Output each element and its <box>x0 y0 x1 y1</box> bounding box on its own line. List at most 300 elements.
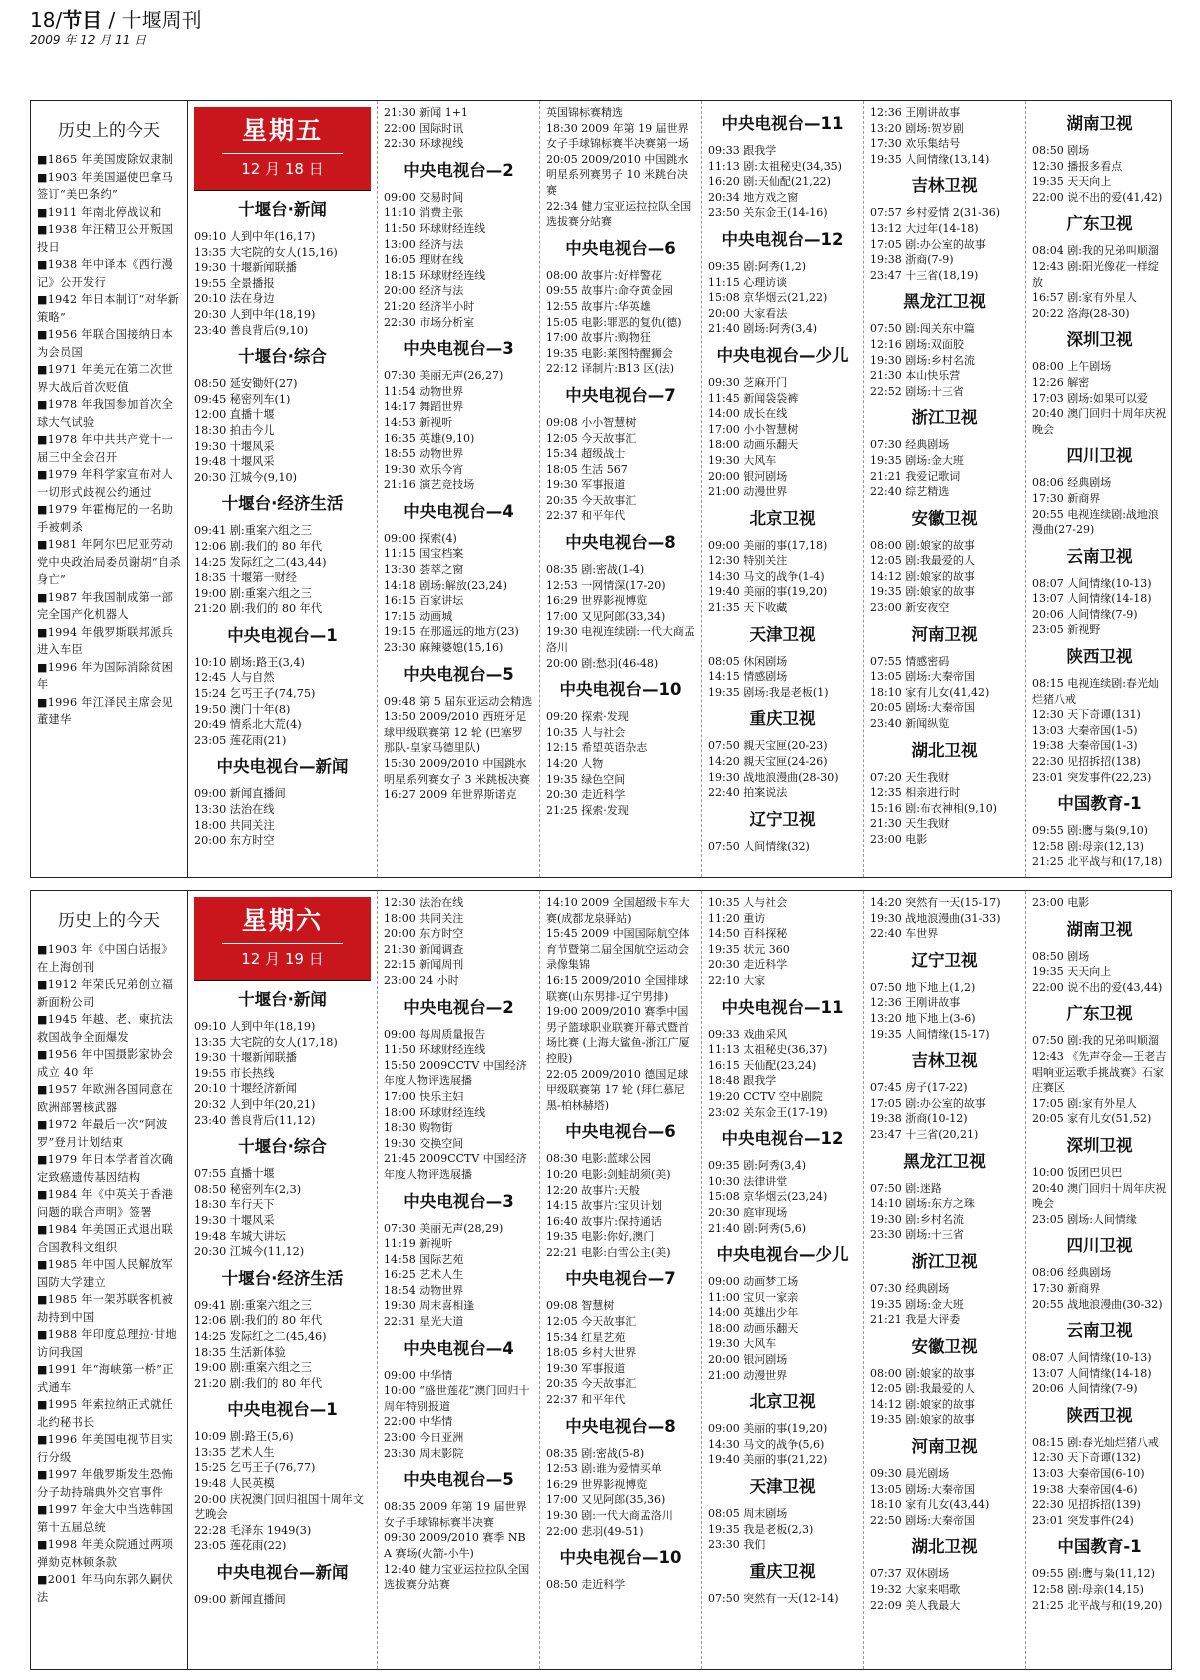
program-entry: 18:00 动画乐翻天 <box>708 438 799 452</box>
program-entry: 23:47 十三省(20,21) <box>870 1127 979 1141</box>
channel-name: 中央电视台—11 <box>721 114 844 133</box>
history-text: 1985 年中国人民解放军国防大学建立 <box>37 1258 174 1289</box>
listing-column <box>540 891 702 1669</box>
program-entry: 19:30 军事报道 <box>546 478 626 492</box>
program-entry: 22:15 新闻周刊 <box>384 958 464 972</box>
program-entry: 12:30 天下奇谭(131) <box>1032 708 1141 722</box>
program-entry: 18:15 环球财经连线 <box>384 268 486 282</box>
program-entry: 23:40 新闻纵览 <box>870 717 950 731</box>
program-entry: 16:25 艺术人生 <box>384 1268 464 1282</box>
program-entry: 23:01 突发事件(24) <box>1032 1513 1134 1527</box>
bullet-square-icon: ■ <box>37 1118 48 1131</box>
bullet-square-icon: ■ <box>37 1433 48 1446</box>
channel-name: 中央电视台—12 <box>721 1129 844 1149</box>
program-entry: 17:30 新商界 <box>1032 1281 1101 1295</box>
channel-name: 广东卫视 <box>1066 214 1133 234</box>
program-entry: 13:35 大宅院的女人(17,18) <box>194 1035 338 1049</box>
program-entry: 15:24 乞丐王子(74,75) <box>194 687 316 701</box>
history-item <box>37 151 181 169</box>
day-header <box>194 897 371 981</box>
program-entry: 12:40 健力宝亚运拉拉队全国选拔赛分站赛 <box>384 1562 530 1592</box>
history-text: 1996 年为国际消除贫困年 <box>37 660 174 691</box>
program-entry: 18:10 家有儿女(41,42) <box>870 685 990 699</box>
bullet-square-icon: ■ <box>37 1013 48 1026</box>
program-entry: 07:37 双休剧场 <box>870 1567 950 1581</box>
program-entry: 20:40 澳门回归十周年庆祝晚会 <box>1032 407 1167 436</box>
history-item <box>37 536 181 589</box>
program-entry: 20:30 庭审现场 <box>708 1205 788 1219</box>
program-entry: 09:30 2009/2010 赛季 NBA 赛场(火箭-小牛) <box>384 1531 526 1560</box>
program-entry: 15:25 乞丐王子(76,77) <box>194 1461 316 1475</box>
history-text: 1996 年江泽民主席会见董建华 <box>37 695 174 726</box>
program-entry: 11:15 国宝档案 <box>384 547 464 561</box>
program-entry: 17:00 快乐主妇 <box>384 1089 464 1103</box>
program-entry: 14:20 突然有一天(15-17) <box>870 896 1001 909</box>
channel-name: 陕西卫视 <box>1066 1405 1133 1425</box>
listing-column <box>188 891 378 1669</box>
program-entry: 12:20 故事片:天般 <box>546 1183 640 1197</box>
channel-name: 中央电视台—7 <box>565 385 676 405</box>
program-entry: 23:50 关东金王(14-16) <box>708 206 828 220</box>
history-item <box>37 1186 181 1221</box>
program-entry: 08:00 剧:娘家的故事 <box>870 1366 975 1380</box>
program-entry: 20:05 剧场:大秦帝国 <box>870 701 975 715</box>
history-text: 1987 年我国制成第一部完全国产化机器人 <box>37 590 174 621</box>
program-entry: 12:05 剧:我最爱的人 <box>870 1382 975 1396</box>
program-entry: 19:50 澳门十年(8) <box>194 702 291 716</box>
history-text: 1984 年《中英关于香港问题的联合声明》签署 <box>37 1188 174 1219</box>
listing-column <box>378 101 540 877</box>
program-entry: 14:15 故事片:宝贝计划 <box>546 1199 662 1213</box>
program-entry: 13:03 大秦帝国(6-10) <box>1032 1467 1145 1481</box>
channel-name: 湖南卫视 <box>1066 919 1133 939</box>
program-entry: 14:30 马文的战争(5,6) <box>708 1437 825 1451</box>
history-item <box>37 1081 181 1116</box>
program-entry: 20:30 人到中年(18,19) <box>194 307 316 321</box>
program-entry: 20:34 地方戏之窗 <box>708 190 799 204</box>
program-entry: 07:50 地下地上(1,2) <box>870 980 976 994</box>
day-date: 12 月 18 日 <box>222 153 343 180</box>
program-entry: 22:50 剧场:大秦帝国 <box>870 1513 975 1527</box>
program-entry: 14:58 国际艺苑 <box>384 1252 464 1266</box>
program-entry: 21:40 剧:阿秀(5,6) <box>708 1221 806 1235</box>
program-entry: 23:00 电影 <box>1032 896 1090 909</box>
bullet-square-icon: ■ <box>37 1293 48 1306</box>
program-entry: 22:30 见招拆招(139) <box>1032 1498 1141 1512</box>
program-entry: 20:00 庆祝澳门回归祖国十周年文艺晚会 <box>194 1492 365 1522</box>
program-entry: 21:20 剧:我们的 80 年代 <box>194 1376 323 1390</box>
program-entry: 22:40 车世界 <box>870 927 939 941</box>
bullet-square-icon: ■ <box>37 1538 48 1551</box>
program-entry: 19:30 电视连续剧:一代大商孟洛川 <box>546 625 695 655</box>
day-date: 12 月 19 日 <box>222 943 343 970</box>
history-item <box>37 431 181 466</box>
program-entry: 12:53 一网情深(17-20) <box>546 578 666 592</box>
program-entry: 10:00 “盛世莲花”澳门回归十周年特别报道 <box>384 1384 530 1413</box>
program-entry: 19:38 大秦帝国(4-6) <box>1032 1482 1138 1496</box>
program-entry: 15:08 京华烟云(21,22) <box>708 291 828 305</box>
history-text: 1903 年《中国白话报》在上海创刊 <box>37 943 174 974</box>
program-entry: 12:05 今天故事汇 <box>546 1315 637 1329</box>
program-entry: 22:12 译制片:B13 区(法) <box>546 362 675 376</box>
program-entry: 20:06 人间情缘(7-9) <box>1032 607 1138 621</box>
program-entry: 08:04 剧:我的兄弟叫顺溜 <box>1032 244 1159 258</box>
history-item <box>37 204 181 222</box>
history-item <box>37 624 181 659</box>
bullet-square-icon: ■ <box>37 625 48 639</box>
history-text: 2001 年马向东郭久嗣伏法 <box>37 1573 174 1604</box>
history-text: 1979 年日本学者首次确定致癌遗传基因结构 <box>37 1153 174 1184</box>
program-entry: 18:05 生活 567 <box>546 462 628 476</box>
channel-name: 中央电视台—11 <box>721 997 844 1017</box>
program-entry: 20:32 人到中年(20,21) <box>194 1097 316 1111</box>
program-entry: 18:54 动物世界 <box>384 1283 464 1297</box>
program-entry: 17:00 又见阿郎(33,34) <box>546 609 666 623</box>
channel-name: 中央电视台—4 <box>403 501 514 521</box>
program-entry: 09:00 交易时间 <box>384 190 464 204</box>
program-entry: 22:30 见招拆招(138) <box>1032 755 1141 769</box>
program-entry: 15:50 2009CCTV 中国经济年度人物评选展播 <box>384 1058 527 1088</box>
program-entry: 19:30 剧:乡村名流 <box>870 1212 964 1226</box>
bullet-square-icon: ■ <box>37 660 48 674</box>
history-item <box>37 1361 181 1396</box>
program-entry: 07:20 天生我财 <box>870 770 950 784</box>
program-entry: 14:53 新视听 <box>384 415 453 429</box>
issue-date: 2009 年 12 月 11 日 <box>30 33 147 47</box>
history-text: 1979 年科学家宣布对人一切形式歧视公约通过 <box>37 468 174 499</box>
program-entry: 08:00 上午剧场 <box>1032 360 1112 374</box>
channel-name: 中国教育-1 <box>1057 1537 1142 1557</box>
program-entry: 20:00 东方时空 <box>194 834 275 848</box>
program-entry: 12:30 法治在线 <box>384 896 464 909</box>
program-entry: 18:05 乡村大世界 <box>546 1346 637 1360</box>
program-entry: 23:02 关东金王(17-19) <box>708 1105 828 1119</box>
program-entry: 20:35 今天故事汇 <box>546 493 637 507</box>
channel-name: 吉林卫视 <box>911 176 978 196</box>
program-entry: 19:48 人民英模 <box>194 1477 275 1491</box>
program-entry: 13:05 剧场:大秦帝国 <box>870 1482 975 1496</box>
program-entry: 19:30 欢乐今宵 <box>384 462 464 476</box>
program-entry: 13:00 经济与法 <box>384 237 464 251</box>
history-text: 1984 年美国正式退出联合国教科文组织 <box>37 1223 174 1254</box>
channel-name: 中央电视台—8 <box>565 533 676 553</box>
history-text: 1938 年中译本《西行漫记》公开发行 <box>37 258 174 289</box>
channel-name: 中国教育-1 <box>1057 794 1142 814</box>
history-item <box>37 466 181 501</box>
channel-name: 中央电视台—8 <box>565 1416 676 1436</box>
program-entry: 18:30 2009 年第 19 届世界女子手球锦标赛半决赛第一场 <box>546 121 689 151</box>
bullet-square-icon: ■ <box>37 398 48 411</box>
program-entry: 19:00 剧:重案六组之三 <box>194 1361 312 1375</box>
bullet-square-icon: ■ <box>37 1363 48 1376</box>
program-entry: 09:00 新闻直播间 <box>194 1593 286 1607</box>
program-entry: 19:40 美丽的事(19,20) <box>708 585 828 599</box>
program-entry: 19:15 在那遥远的地方(23) <box>384 625 519 639</box>
program-entry: 21:30 新闻调查 <box>384 942 464 956</box>
bullet-square-icon: ■ <box>37 153 48 166</box>
history-item <box>37 291 181 326</box>
listing-column <box>540 101 702 877</box>
program-entry: 09:55 剧:鹰与枭(9,10) <box>1032 824 1148 838</box>
channel-name: 辽宁卫视 <box>749 809 816 829</box>
program-entry: 07:50 親天宝匣(20-23) <box>708 739 828 753</box>
channel-name: 辽宁卫视 <box>911 950 978 970</box>
program-entry: 12:30 天下奇谭(132) <box>1032 1451 1141 1465</box>
program-entry: 09:33 戏曲采风 <box>708 1027 788 1041</box>
program-entry: 12:30 播报多看点 <box>1032 159 1123 173</box>
program-entry: 16:57 剧:家有外星人 <box>1032 291 1137 305</box>
program-entry: 19:55 全景播报 <box>194 276 275 290</box>
program-entry: 13:50 2009/2010 西班牙足球甲级联赛第 12 轮 (巴塞罗那队-皇家马德里队) <box>384 710 527 755</box>
history-text: 1994 年俄罗斯联邦派兵进入车臣 <box>37 625 174 656</box>
program-entry: 19:35 剧:娘家的故事 <box>870 585 975 599</box>
program-entry: 19:48 车城大讲坛 <box>194 1229 286 1243</box>
program-entry: 09:35 剧:阿秀(1,2) <box>708 259 806 273</box>
program-entry: 08:35 剧:密战(5-8) <box>546 1446 645 1460</box>
history-item <box>37 1536 181 1571</box>
program-entry: 13:30 荟萃之窗 <box>384 563 464 577</box>
program-entry: 07:50 剧:闯关东中篇 <box>870 322 975 336</box>
channel-name: 中央电视台—3 <box>403 1191 514 1211</box>
program-entry: 23:40 善良背后(11,12) <box>194 1113 316 1127</box>
program-entry: 21:30 本山快乐营 <box>870 369 961 383</box>
program-entry: 19:30 军事报道 <box>546 1361 626 1375</box>
channel-name: 深圳卫视 <box>1066 330 1133 350</box>
program-entry: 20:00 银河剧场 <box>708 1353 788 1367</box>
channel-name: 十堰台·综合 <box>238 1137 327 1157</box>
program-entry: 17:00 小小智慧树 <box>708 422 799 436</box>
channel-name: 重庆卫视 <box>749 1561 816 1581</box>
bullet-square-icon: ■ <box>37 258 48 271</box>
bullet-square-icon: ■ <box>37 695 48 709</box>
channel-name: 河南卫视 <box>911 624 978 644</box>
program-entry: 12:55 故事片:华英雄 <box>546 299 651 313</box>
program-entry: 14:12 剧:娘家的故事 <box>870 569 975 583</box>
history-text: 1956 年联合国接纳日本为会员国 <box>37 328 174 359</box>
program-entry: 14:50 百科探秘 <box>708 927 788 941</box>
channel-name: 十堰台·综合 <box>238 347 327 367</box>
program-entry: 12:06 剧:我们的 80 年代 <box>194 539 323 553</box>
program-entry: 13:05 剧场:大秦帝国 <box>870 670 975 684</box>
program-entry: 19:30 交换空间 <box>384 1136 464 1150</box>
history-text: 1911 年南北停战议和 <box>47 205 162 219</box>
program-entry: 08:30 电影:蓝球公园 <box>546 1152 651 1166</box>
program-entry: 19:35 剧:娘家的故事 <box>870 1413 975 1427</box>
program-entry: 12:06 剧:我们的 80 年代 <box>194 1314 323 1328</box>
program-entry: 15:16 剧:布衣神相(9,10) <box>870 801 997 815</box>
program-entry: 17:03 剧场:如果可以爱 <box>1032 391 1148 405</box>
program-entry: 10:30 法律讲堂 <box>708 1174 788 1188</box>
bullet-square-icon: ■ <box>37 1468 48 1481</box>
program-entry: 11:10 消费主张 <box>384 206 464 220</box>
program-entry: 16:15 2009/2010 全国排球联赛(山东男排-辽宁男排) <box>546 973 689 1003</box>
program-entry: 08:07 人间情缘(10-13) <box>1032 576 1152 590</box>
program-entry: 19:30 十堰风采 <box>194 439 275 453</box>
program-entry: 20:55 电视连续剧:战地浪漫曲(27-29) <box>1032 507 1159 537</box>
program-entry: 20:10 法在身边 <box>194 292 275 306</box>
program-entry: 14:30 马文的战争(1-4) <box>708 569 825 583</box>
program-entry: 20:00 大家看法 <box>708 306 788 320</box>
program-entry: 22:05 2009/2010 德国足球甲级联赛第 17 轮 (拜仁慕尼黑-柏林赫塔) <box>546 1067 689 1112</box>
program-entry: 19:30 十堰新闻联播 <box>194 261 297 275</box>
program-entry: 19:32 大家来唱歌 <box>870 1583 961 1597</box>
program-entry: 19:30 周末喜相逢 <box>384 1299 475 1313</box>
program-entry: 09:41 剧:重案六组之三 <box>194 524 312 538</box>
history-text: 1981 年阿尔巴尼亚劳动党中央政治局委员谢胡“自杀身亡” <box>37 538 181 586</box>
program-entry: 19:30 大风车 <box>708 453 777 467</box>
program-entry: 15:05 电影:罪恶的复仇(德) <box>546 315 682 329</box>
channel-name: 中央电视台—3 <box>403 339 514 359</box>
program-entry: 21:00 动漫世界 <box>708 485 788 499</box>
program-entry: 09:30 晨光剧场 <box>870 1467 950 1481</box>
program-entry: 21:20 剧:我们的 80 年代 <box>194 602 323 616</box>
program-entry: 09:33 跟我学 <box>708 144 777 157</box>
program-entry: 12:45 人与自然 <box>194 671 275 685</box>
program-entry: 08:50 剧场 <box>1032 949 1090 963</box>
program-entry: 22:37 和平年代 <box>546 1393 626 1407</box>
program-entry: 22:40 拍案说法 <box>708 786 788 800</box>
program-entry: 21:30 天生我财 <box>870 817 950 831</box>
listing-column <box>702 891 864 1669</box>
bullet-square-icon: ■ <box>37 538 48 551</box>
program-entry: 08:50 剧场 <box>1032 144 1090 157</box>
channel-name: 中央电视台—新闻 <box>216 757 349 777</box>
program-entry: 09:08 小小智慧树 <box>546 415 637 429</box>
program-entry: 18:35 十堰第一财经 <box>194 571 297 585</box>
program-entry: 19:30 十堰风采 <box>194 1213 275 1227</box>
history-item <box>37 1396 181 1431</box>
history-text: 1996 年美国电视节目实行分级 <box>37 1433 174 1464</box>
program-entry: 21:25 北平战与和(17,18) <box>1032 855 1163 869</box>
program-entry: 19:38 大秦帝国(1-3) <box>1032 739 1138 753</box>
program-entry: 23:05 莲花雨(22) <box>194 1539 287 1553</box>
program-entry: 17:05 剧:家有外星人 <box>1032 1096 1137 1110</box>
history-text: 1972 年最后一次“阿波罗”登月计划结束 <box>37 1118 168 1149</box>
history-item <box>37 976 181 1011</box>
program-entry: 07:50 突然有一天(12-14) <box>708 1591 839 1605</box>
program-entry: 22:10 大家 <box>708 973 766 987</box>
bullet-square-icon: ■ <box>37 1328 48 1341</box>
program-entry: 17:05 剧:办公室的故事 <box>870 237 986 251</box>
program-entry: 18:00 共同关注 <box>384 911 464 925</box>
program-entry: 19:35 天天向上 <box>1032 965 1112 979</box>
history-item <box>37 169 181 204</box>
program-entry: 23:00 新安夜空 <box>870 601 950 615</box>
program-entry: 11:20 重访 <box>708 911 766 925</box>
bullet-square-icon: ■ <box>37 1573 48 1586</box>
history-item <box>37 1291 181 1326</box>
program-entry: 12:16 剧场:双面胶 <box>870 337 964 351</box>
program-entry: 16:29 世界影视博览 <box>546 1477 648 1491</box>
title-separator: / <box>102 8 122 32</box>
day-header <box>194 107 371 191</box>
history-item <box>37 256 181 291</box>
program-entry: 22:00 中华情 <box>384 1415 453 1429</box>
program-entry: 13:03 大秦帝国(1-5) <box>1032 723 1138 737</box>
page-number: 18/ <box>30 8 63 32</box>
program-entry: 12:43 剧:阳光像花一样绽放 <box>1032 259 1159 289</box>
program-entry: 15:30 2009/2010 中国跳水明星系列赛女子 3 米跳板决赛 <box>384 757 530 786</box>
program-entry: 15:34 超级战士 <box>546 447 626 461</box>
program-entry: 09:55 剧:鹰与枭(11,12) <box>1032 1567 1155 1581</box>
channel-name: 湖北卫视 <box>911 1537 978 1557</box>
program-entry: 09:55 故事片:命夺黄金园 <box>546 284 673 298</box>
program-entry: 11:13 剧:太祖秘史(34,35) <box>708 159 842 173</box>
program-entry: 19:35 天天向上 <box>1032 175 1112 189</box>
listing-column <box>1026 101 1172 877</box>
bullet-square-icon: ■ <box>37 363 48 376</box>
history-text: 1991 年“海峡第一桥”正式通车 <box>37 1363 174 1394</box>
program-entry: 11:50 环球财经连线 <box>384 1043 486 1057</box>
program-entry: 20:06 人间情缘(7-9) <box>1032 1382 1138 1396</box>
program-entry: 18:00 环球财经连线 <box>384 1105 486 1119</box>
program-entry: 11:19 新视听 <box>384 1237 453 1251</box>
program-entry: 20:00 银河剧场 <box>708 469 788 483</box>
bullet-square-icon: ■ <box>37 978 48 991</box>
channel-name: 浙江卫视 <box>911 408 978 428</box>
history-item <box>37 221 181 256</box>
program-entry: 23:30 周末影院 <box>384 1446 464 1460</box>
program-entry: 12:36 王刚讲故事 <box>870 106 961 119</box>
program-entry: 19:30 战地浪漫曲(31-33) <box>870 911 1001 925</box>
program-entry: 09:10 人到中年(16,17) <box>194 230 316 243</box>
program-entry: 07:55 直播十堰 <box>194 1167 275 1181</box>
program-entry: 14:10 2009 全国超级卡车大赛(成都龙泉驿站) <box>546 896 690 925</box>
program-entry: 19:35 我是老板(2,3) <box>708 1522 814 1536</box>
program-entry: 22:31 星光大道 <box>384 1315 464 1329</box>
bullet-square-icon: ■ <box>37 1153 48 1166</box>
program-entry: 19:35 人间情缘(15-17) <box>870 1027 990 1041</box>
program-entry: 21:25 北平战与和(19,20) <box>1032 1598 1163 1612</box>
history-item <box>37 1116 181 1151</box>
program-entry: 23:30 我们 <box>708 1538 766 1552</box>
channel-name: 云南卫视 <box>1066 546 1133 566</box>
program-entry: 07:55 情感密码 <box>870 654 950 668</box>
history-text: 1997 年俄罗斯发生恐怖分子劫持瑞典外交官事件 <box>37 1468 174 1499</box>
program-entry: 19:00 2009/2010 赛季中国男子篮球职业联赛开幕式暨首场比赛 (上海大鲨鱼-浙江广厦控股) <box>546 1005 690 1065</box>
bullet-square-icon: ■ <box>37 943 48 956</box>
channel-name: 四川卫视 <box>1066 1236 1133 1256</box>
channel-name: 北京卫视 <box>749 508 816 528</box>
bullet-square-icon: ■ <box>37 170 48 184</box>
program-entry: 21:45 2009CCTV 中国经济年度人物评选展播 <box>384 1152 527 1181</box>
program-entry: 20:00 经济与法 <box>384 284 464 298</box>
history-text: 1912 年荣氏兄弟创立福新面粉公司 <box>37 978 174 1009</box>
bullet-square-icon: ■ <box>37 503 48 516</box>
program-entry: 21:16 演艺竞技场 <box>384 478 475 492</box>
program-entry: 19:48 十堰风采 <box>194 455 275 469</box>
program-entry: 09:41 剧:重案六组之三 <box>194 1298 312 1312</box>
program-entry: 08:50 秘密列车(2,3) <box>194 1182 302 1196</box>
program-entry: 08:35 剧:密战(1-4) <box>546 563 645 577</box>
program-entry: 09:10 人到中年(18,19) <box>194 1020 316 1033</box>
program-entry: 14:17 舞蹈世界 <box>384 400 464 414</box>
program-entry: 20:49 情系北大荒(4) <box>194 718 302 732</box>
bullet-square-icon: ■ <box>37 468 48 481</box>
program-entry: 08:05 休闲剧场 <box>708 654 788 668</box>
program-entry: 09:00 探索(4) <box>384 531 457 545</box>
channel-name: 四川卫视 <box>1066 446 1133 466</box>
program-entry: 09:00 新闻直播间 <box>194 787 286 801</box>
program-entry: 22:40 综艺精选 <box>870 485 950 499</box>
program-entry: 13:35 艺术人生 <box>194 1445 275 1459</box>
channel-name: 湖南卫视 <box>1066 114 1133 133</box>
program-entry: 17:00 故事片:购物狂 <box>546 331 651 345</box>
program-entry: 12:58 剧:母亲(14,15) <box>1032 1583 1144 1597</box>
channel-name: 浙江卫视 <box>911 1251 978 1271</box>
program-entry: 07:30 美丽无声(28,29) <box>384 1221 504 1235</box>
program-entry: 21:30 新闻 1+1 <box>384 106 468 119</box>
